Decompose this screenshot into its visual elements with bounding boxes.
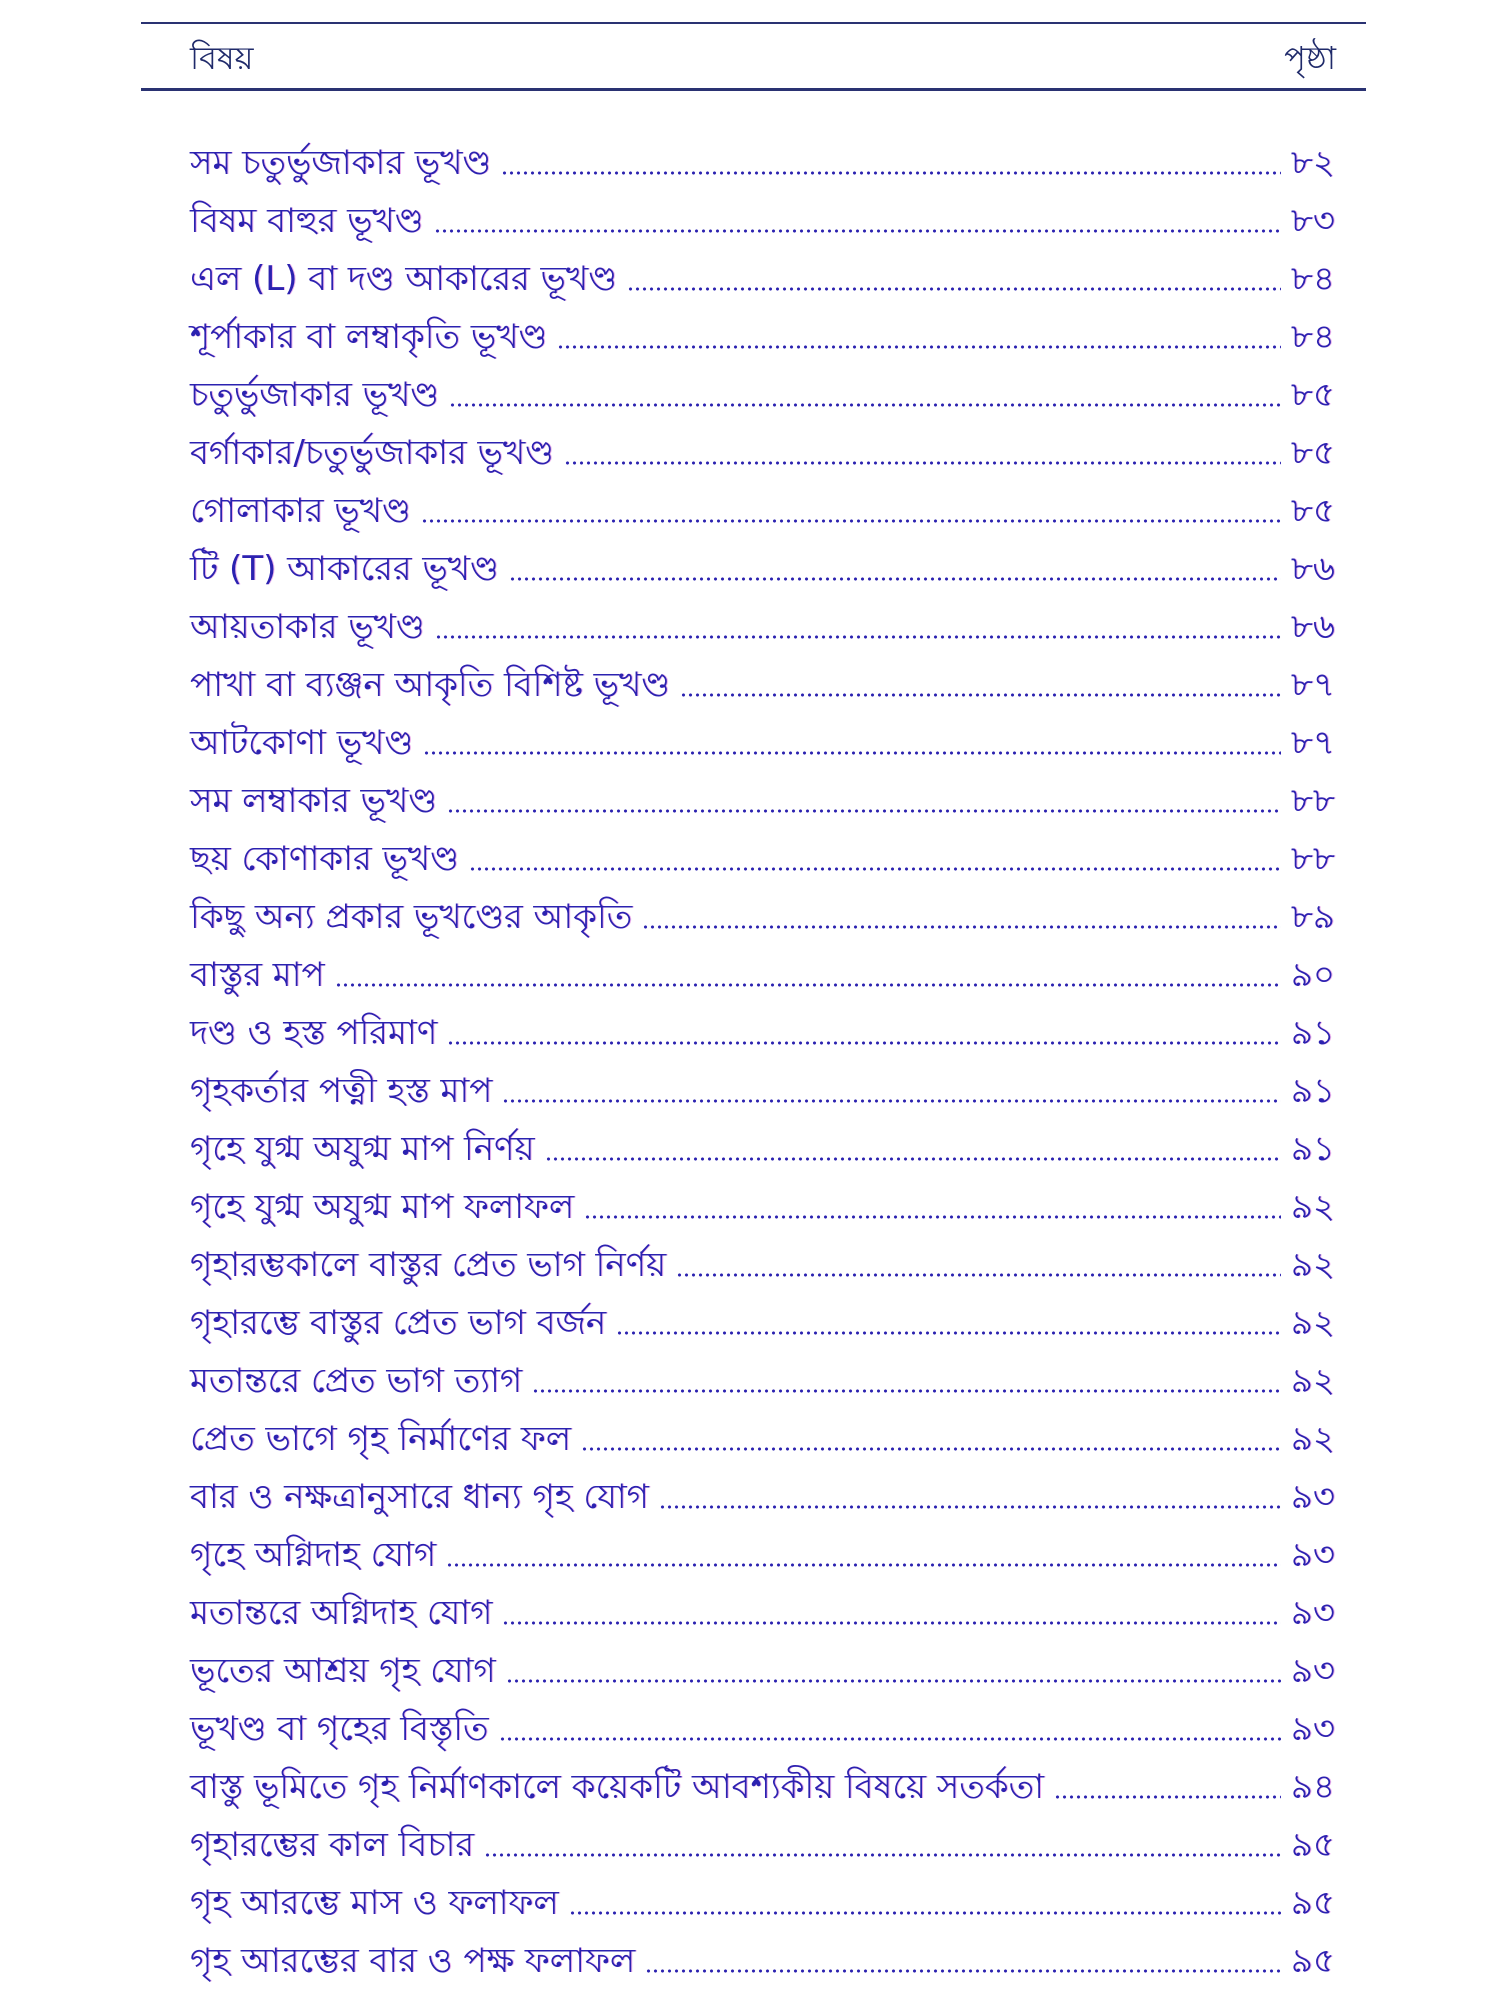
table-of-contents — [190, 134, 1335, 1990]
dot-leader — [676, 1270, 1281, 1280]
toc-entry-title: গৃহে অগ্নিদাহ যোগ — [190, 1535, 437, 1575]
toc-entry-title: ভূতের আশ্রয় গৃহ যোগ — [190, 1651, 496, 1691]
toc-entry-page-number: ৮৩ — [1290, 201, 1335, 241]
toc-entry — [190, 1352, 1335, 1410]
toc-entry — [190, 1178, 1335, 1236]
toc-entry-page-number: ৯৩ — [1290, 1709, 1335, 1749]
toc-entry — [190, 1468, 1335, 1526]
toc-entry-page-number: ৯৫ — [1290, 1825, 1335, 1865]
toc-entry-title: গৃহারম্ভকালে বাস্তুর প্রেত ভাগ নির্ণয় — [190, 1245, 667, 1285]
dot-leader — [616, 1328, 1281, 1338]
toc-entry — [190, 1294, 1335, 1352]
toc-entry-title: গৃহে যুগ্ম অযুগ্ম মাপ নির্ণয় — [190, 1129, 535, 1169]
toc-entry-title: গোলাকার ভূখণ্ড — [190, 491, 411, 531]
toc-entry — [190, 482, 1335, 540]
toc-entry-title: গৃহারম্ভের কাল বিচার — [190, 1825, 475, 1865]
toc-entry-title: বিষম বাহুর ভূখণ্ড — [190, 201, 424, 241]
toc-entry-page-number: ৮৪ — [1290, 317, 1335, 357]
dot-leader — [584, 1212, 1281, 1222]
subject-column-heading: বিষয় — [190, 39, 254, 77]
dot-leader — [645, 1966, 1281, 1976]
toc-entry — [190, 1526, 1335, 1584]
toc-entry-page-number: ৯৩ — [1290, 1651, 1335, 1691]
toc-entry-title: আটকোণা ভূখণ্ড — [190, 723, 414, 763]
toc-entry — [190, 1584, 1335, 1642]
dot-leader — [557, 342, 1281, 352]
toc-entry-title: গৃহকর্তার পত্নী হস্ত মাপ — [190, 1071, 493, 1111]
toc-entry-page-number: ৯১ — [1290, 1129, 1335, 1169]
toc-entry-title: ভূখণ্ড বা গৃহের বিস্তৃতি — [190, 1709, 489, 1749]
toc-entry — [190, 946, 1335, 1004]
dot-leader — [499, 1734, 1281, 1744]
toc-entry-page-number: ৮৬ — [1290, 607, 1335, 647]
dot-leader — [1054, 1792, 1281, 1802]
toc-entry-page-number: ৮৮ — [1290, 839, 1335, 879]
dot-leader — [446, 1560, 1281, 1570]
toc-entry — [190, 1816, 1335, 1874]
toc-entry-page-number: ৯২ — [1290, 1419, 1335, 1459]
toc-entry-title: বাস্তু ভূমিতে গৃহ নির্মাণকালে কয়েকটি আবশ্যকীয় বিষয়ে সতর্কতা — [190, 1767, 1044, 1807]
toc-entry-title: সম চতুর্ভুজাকার ভূখণ্ড — [190, 143, 492, 183]
toc-entry-title: দণ্ড ও হস্ত পরিমাণ — [190, 1013, 438, 1053]
toc-entry — [190, 714, 1335, 772]
toc-entry-page-number: ৯৩ — [1290, 1477, 1335, 1517]
toc-entry — [190, 366, 1335, 424]
toc-entry — [190, 1062, 1335, 1120]
toc-entry-title: টি (T) আকারের ভূখণ্ড — [190, 549, 499, 589]
toc-entry-title: বার ও নক্ষত্রানুসারে ধান্য গৃহ যোগ — [190, 1477, 649, 1517]
dot-leader — [545, 1154, 1281, 1164]
toc-entry-page-number: ৮৭ — [1290, 723, 1335, 763]
toc-entry-title: বাস্তুর মাপ — [190, 955, 325, 995]
header-top-rule — [141, 22, 1366, 24]
dot-leader — [469, 864, 1281, 874]
toc-entry-page-number: ৮৮ — [1290, 781, 1335, 821]
toc-entry-page-number: ৯২ — [1290, 1187, 1335, 1227]
toc-entry — [190, 598, 1335, 656]
toc-entry-page-number: ৯৩ — [1290, 1593, 1335, 1633]
dot-leader — [569, 1908, 1281, 1918]
toc-entry-page-number: ৯২ — [1290, 1303, 1335, 1343]
dot-leader — [447, 806, 1281, 816]
toc-entry-page-number: ৯৫ — [1290, 1883, 1335, 1923]
dot-leader — [581, 1444, 1281, 1454]
toc-entry-title: বর্গাকার/চতুর্ভুজাকার ভূখণ্ড — [190, 433, 554, 473]
toc-entry — [190, 1236, 1335, 1294]
toc-entry — [190, 250, 1335, 308]
toc-entry-page-number: ৮৫ — [1290, 491, 1335, 531]
toc-entry-page-number: ৯৩ — [1290, 1535, 1335, 1575]
dot-leader — [484, 1850, 1281, 1860]
dot-leader — [447, 1038, 1281, 1048]
dot-leader — [501, 168, 1281, 178]
toc-entry-title: পাখা বা ব্যঞ্জন আকৃতি বিশিষ্ট ভূখণ্ড — [190, 665, 671, 705]
dot-leader — [564, 458, 1281, 468]
toc-entry-page-number: ৯০ — [1290, 955, 1335, 995]
toc-entry — [190, 830, 1335, 888]
toc-entry-title: গৃহ আরম্ভের বার ও পক্ষ ফলাফল — [190, 1941, 636, 1981]
toc-entry — [190, 1758, 1335, 1816]
toc-entry-title: মতান্তরে প্রেত ভাগ ত্যাগ — [190, 1361, 523, 1401]
dot-leader — [502, 1618, 1280, 1628]
toc-entry — [190, 424, 1335, 482]
toc-entry-page-number: ৮৭ — [1290, 665, 1335, 705]
dot-leader — [509, 574, 1281, 584]
dot-leader — [680, 690, 1281, 700]
dot-leader — [532, 1386, 1281, 1396]
toc-entry — [190, 1410, 1335, 1468]
header-bottom-rule — [141, 88, 1366, 91]
page-column-heading: পৃষ্ঠা — [1284, 39, 1336, 77]
toc-entry-page-number: ৮৪ — [1290, 259, 1335, 299]
toc-entry-title: গৃহারম্ভে বাস্তুর প্রেত ভাগ বর্জন — [190, 1303, 607, 1343]
toc-entry — [190, 540, 1335, 598]
toc-entry-title: সম লম্বাকার ভূখণ্ড — [190, 781, 438, 821]
toc-entry-page-number: ৯৫ — [1290, 1941, 1335, 1981]
toc-entry-page-number: ৮২ — [1290, 143, 1335, 183]
toc-entry-title: আয়তাকার ভূখণ্ড — [190, 607, 425, 647]
dot-leader — [627, 284, 1281, 294]
toc-entry — [190, 1932, 1335, 1990]
dot-leader — [502, 1096, 1281, 1106]
toc-entry-title: কিছু অন্য প্রকার ভূখণ্ডের আকৃতি — [190, 897, 633, 937]
toc-entry-page-number: ৯১ — [1290, 1013, 1335, 1053]
dot-leader — [434, 226, 1281, 236]
toc-entry — [190, 888, 1335, 946]
dot-leader — [506, 1676, 1281, 1686]
toc-entry-page-number: ৮৫ — [1290, 433, 1335, 473]
toc-entry-title: শূর্পাকার বা লম্বাকৃতি ভূখণ্ড — [190, 317, 548, 357]
toc-entry — [190, 772, 1335, 830]
dot-leader — [435, 632, 1281, 642]
toc-entry-title: গৃহে যুগ্ম অযুগ্ম মাপ ফলাফল — [190, 1187, 575, 1227]
dot-leader — [642, 922, 1281, 932]
toc-entry-page-number: ৮৬ — [1290, 549, 1335, 589]
toc-entry-title: মতান্তরে অগ্নিদাহ যোগ — [190, 1593, 493, 1633]
toc-entry-title: গৃহ আরম্ভে মাস ও ফলাফল — [190, 1883, 559, 1923]
toc-entry — [190, 1004, 1335, 1062]
toc-entry — [190, 192, 1335, 250]
toc-entry-page-number: ৯৪ — [1290, 1767, 1335, 1807]
toc-entry — [190, 1120, 1335, 1178]
toc-entry — [190, 656, 1335, 714]
toc-entry — [190, 1642, 1335, 1700]
toc-entry-title: ছয় কোণাকার ভূখণ্ড — [190, 839, 459, 879]
toc-entry-page-number: ৮৯ — [1290, 897, 1335, 937]
dot-leader — [659, 1502, 1281, 1512]
toc-entry — [190, 134, 1335, 192]
toc-entry-title: এল (L) বা দণ্ড আকারের ভূখণ্ড — [190, 259, 618, 299]
dot-leader — [423, 748, 1281, 758]
dot-leader — [449, 400, 1281, 410]
toc-entry — [190, 1700, 1335, 1758]
toc-entry-title: চতুর্ভুজাকার ভূখণ্ড — [190, 375, 440, 415]
dot-leader — [335, 980, 1281, 990]
dot-leader — [421, 516, 1281, 526]
toc-entry-page-number: ৯১ — [1290, 1071, 1335, 1111]
toc-entry-page-number: ৯২ — [1290, 1245, 1335, 1285]
toc-entry-title: প্রেত ভাগে গৃহ নির্মাণের ফল — [190, 1419, 572, 1459]
toc-entry — [190, 1874, 1335, 1932]
toc-entry-page-number: ৮৫ — [1290, 375, 1335, 415]
toc-entry — [190, 308, 1335, 366]
toc-entry-page-number: ৯২ — [1290, 1361, 1335, 1401]
